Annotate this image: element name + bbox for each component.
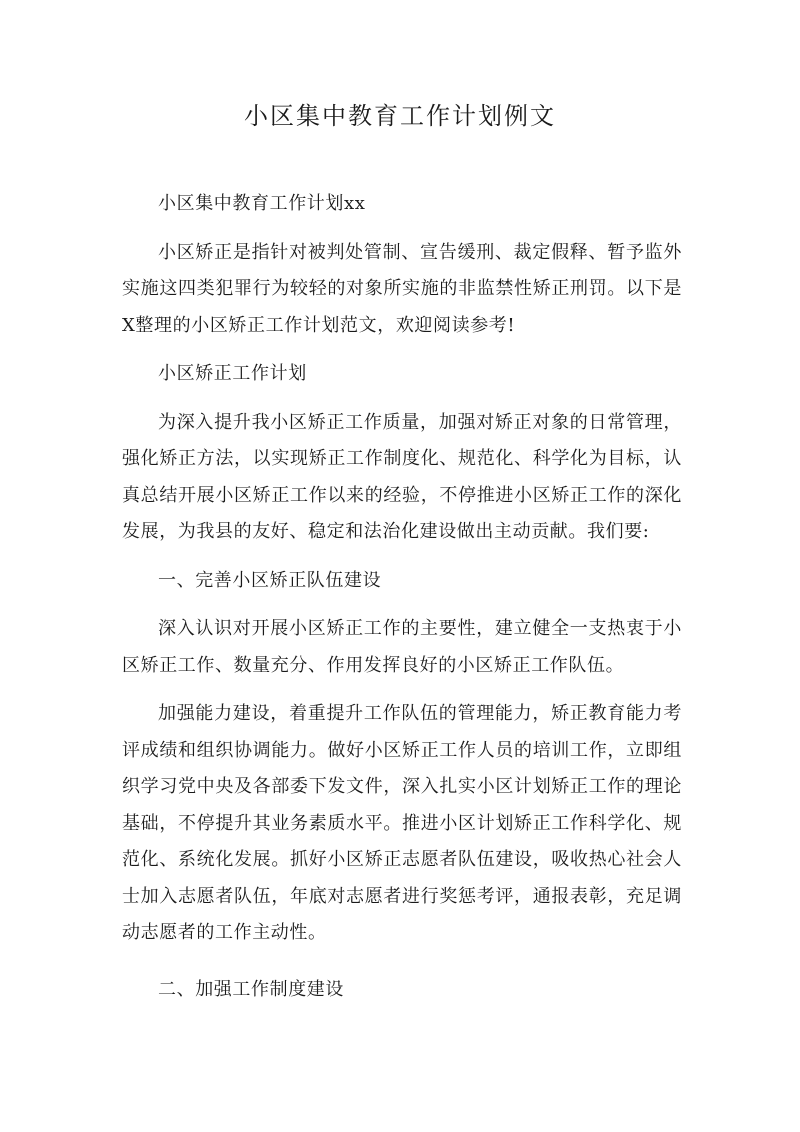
section-heading-2: 二、加强工作制度建设 [158,978,344,1000]
paragraph-plan-heading: 小区矫正工作计划 [158,363,307,384]
paragraph-intro: 小区矫正是指针对被判处管制、宣告缓刑、裁定假释、暂予监外实施这四类犯罪行为较轻的对象所实施的非监禁性矫正刑罚。以下是X整理的小区矫正工作计划范文，欢迎阅读参考! [122,241,682,336]
paragraph-goal: 为深入提升我小区矫正工作质量，加强对矫正对象的日常管理，强化矫正方法，以实现矫正工作制度化、规范化、科学化为目标，认真总结开展小区矫正工作以来的经验，不停推进小区矫正工作的深化发展，为我县的友好、稳定和法治化建设做出主动贡献。我们要: [122,411,682,542]
paragraph-team: 深入认识对开展小区矫正工作的主要性，建立健全一支热衷于小区矫正工作、数量充分、作用发挥良好的小区矫正工作队伍。 [122,618,682,676]
document-title: 小区集中教育工作计划例文 [244,102,556,130]
paragraph-capacity: 加强能力建设，着重提升工作队伍的管理能力，矫正教育能力考评成绩和组织协调能力。做好小区矫正工作人员的培训工作，立即组织学习党中央及各部委下发文件，深入扎实小区计划矫正工作的理论基础，不停提升其业务素质水平。推进小区计划矫正工作科学化、规范化、系统化发展。抓好小区矫正志愿者队伍建设，吸收热心社会人士加入志愿者队伍，年底对志愿者进行奖惩考评，通报表彰，充足调动志愿者的工作主动性。 [122,703,682,943]
paragraph-subtitle: 小区集中教育工作计划xx [158,193,366,214]
document-body [122,186,682,1020]
section-heading-1: 一、完善小区矫正队伍建设 [158,569,382,591]
